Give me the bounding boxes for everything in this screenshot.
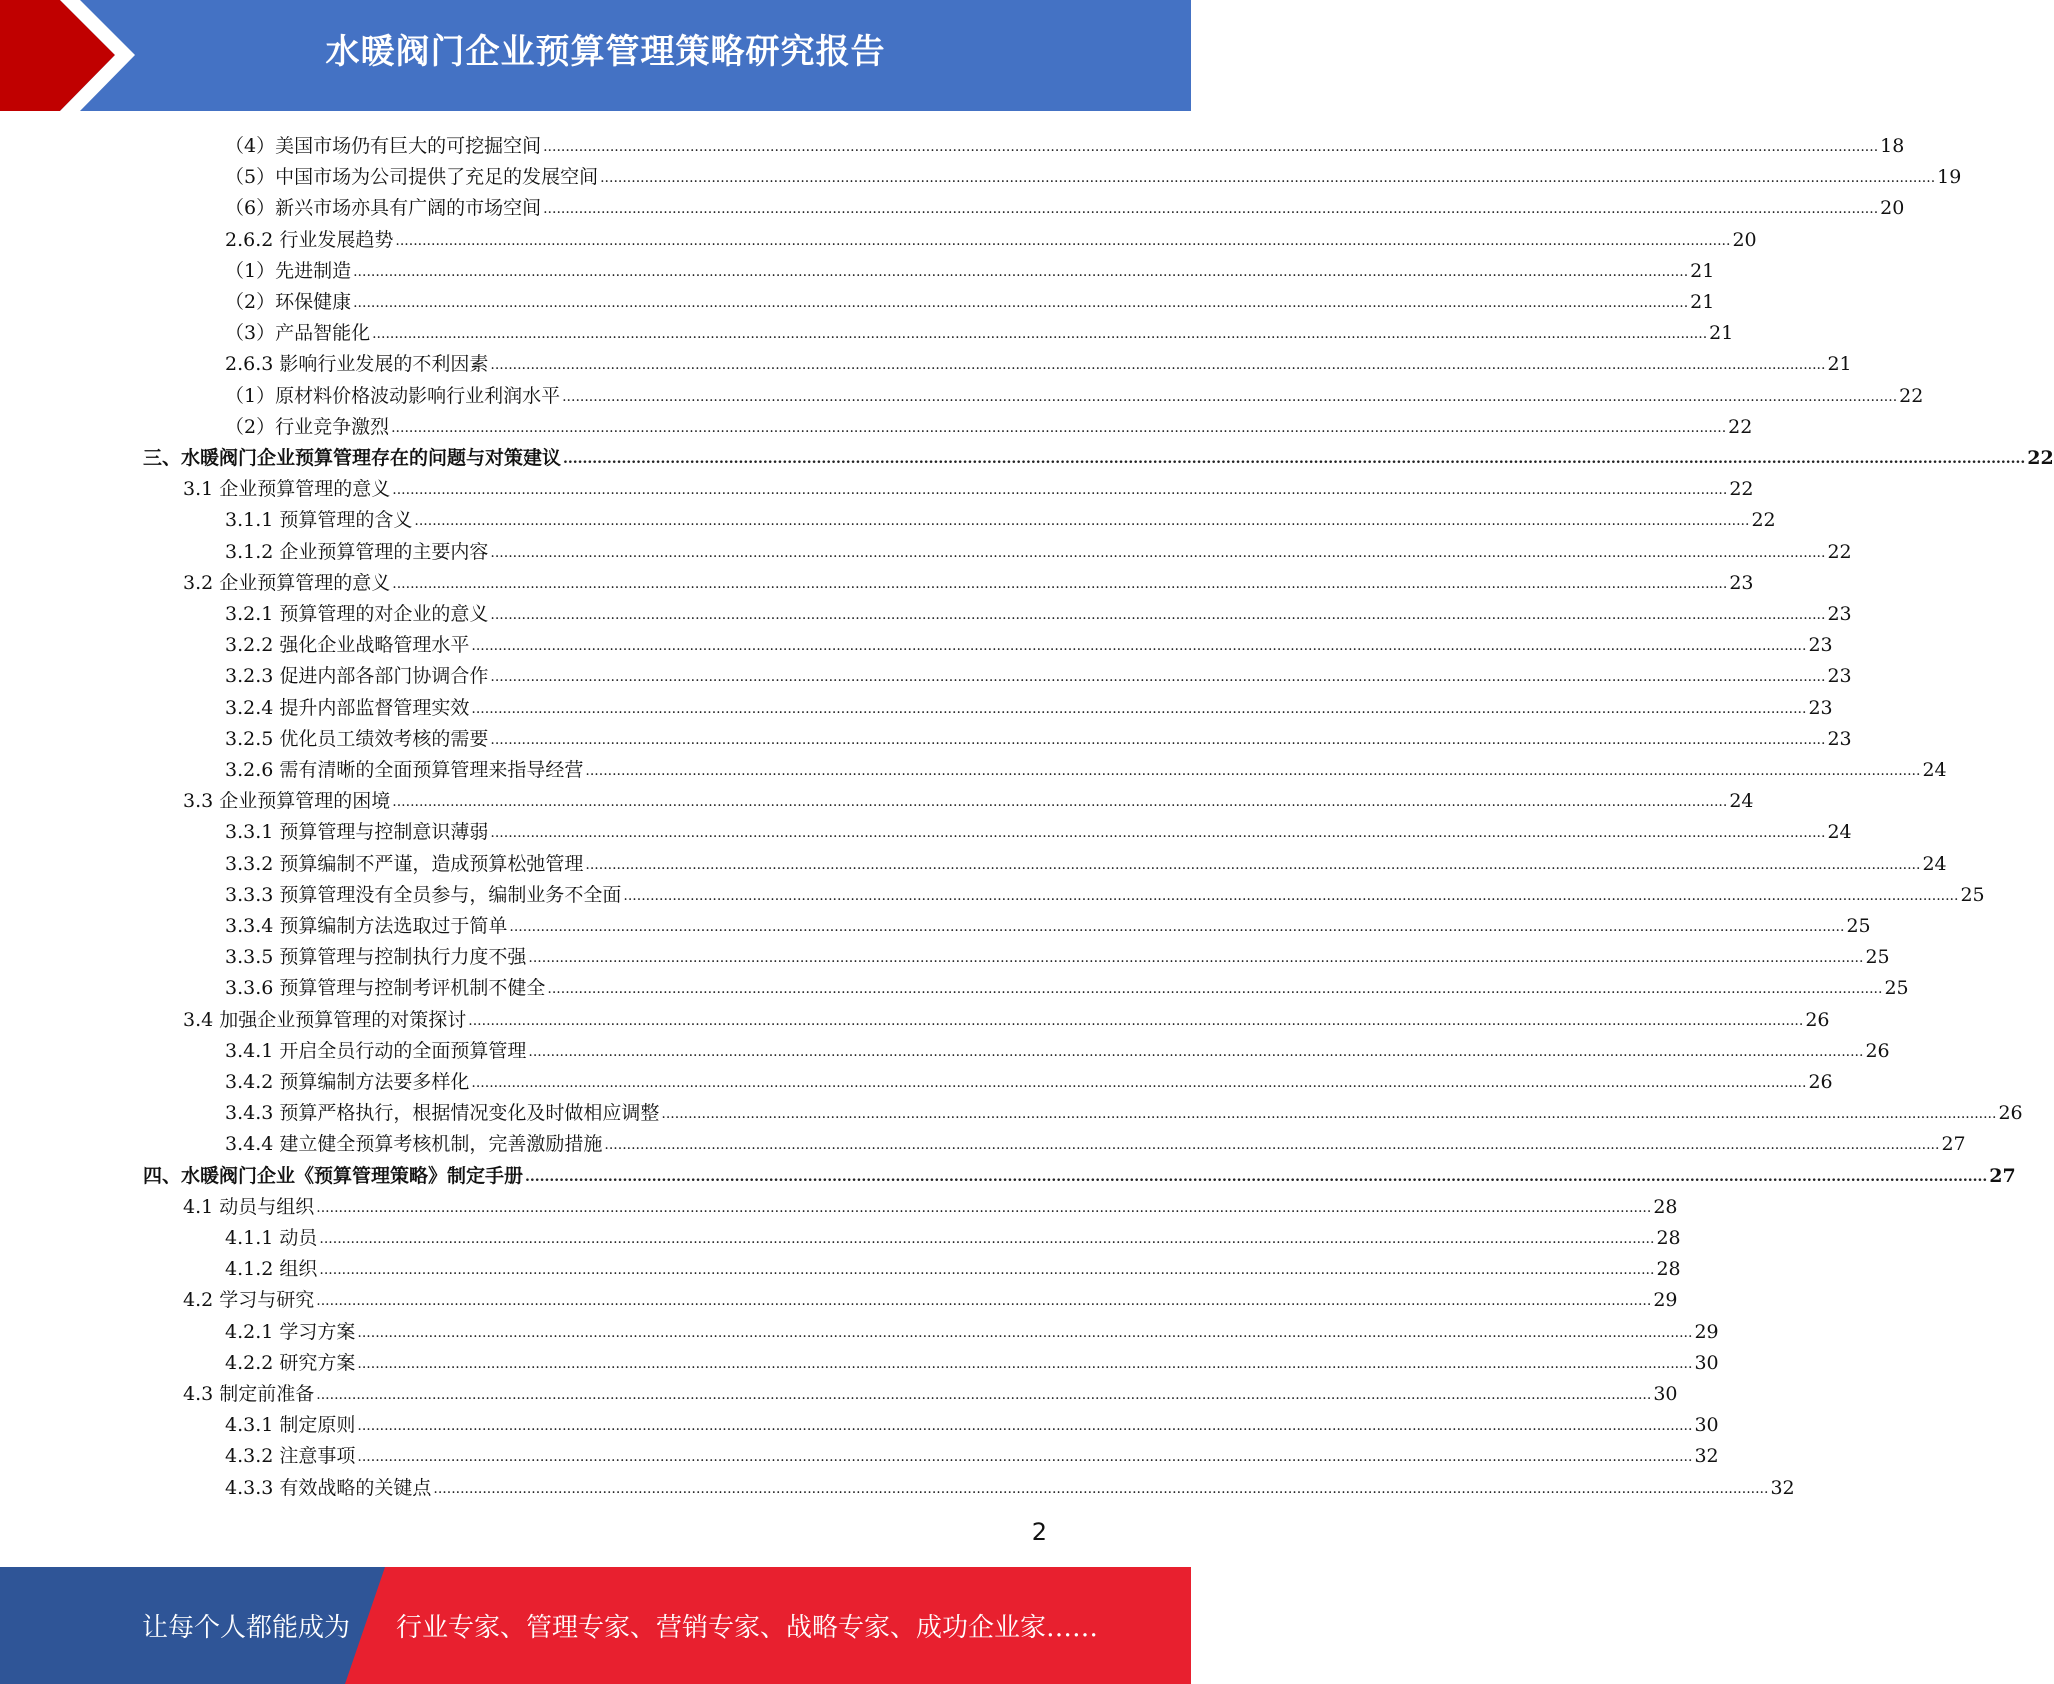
toc-dot-leader: ............................................................................................................................................................................................................................................................................................................ [525,1168,1988,1185]
toc-entry-label: 3.3.6 预算管理与控制考评机制不健全 [225,977,546,1000]
toc-entry[interactable] [225,907,1871,938]
toc-entry[interactable] [225,720,1852,751]
toc-entry[interactable] [225,813,1852,844]
toc-entry[interactable] [225,501,1776,532]
toc-entry-page: 30 [1653,1383,1678,1405]
toc-dot-leader: ............................................................................................................................................................................................................................................................................................................ [392,482,1728,499]
toc-entry-page: 22 [1729,478,1754,501]
toc-entry-label: 3.3.3 预算管理没有全员参与，编制业务不全面 [225,883,622,906]
toc-entry-page: 26 [1998,1102,2023,1125]
toc-entry-label: 3.2.5 优化员工绩效考核的需要 [225,727,489,750]
toc-entry-label: （5）中国市场为公司提供了充足的发展空间 [225,166,599,189]
toc-entry[interactable] [225,1032,1890,1063]
toc-dot-leader: ............................................................................................................................................................................................................................................................................................................ [623,887,1959,904]
toc-dot-leader: ............................................................................................................................................................................................................................................................................................................ [392,575,1728,592]
toc-dot-leader: ............................................................................................................................................................................................................................................................................................................ [391,419,1727,436]
toc-entry-label: 4.3.1 制定原则 [225,1414,356,1437]
toc-entry-label: 3.4.4 建立健全预算考核机制，完善激励措施 [225,1133,603,1156]
toc-entry-page: 23 [1827,603,1852,625]
toc-dot-leader: ............................................................................................................................................................................................................................................................................................................ [357,1418,1693,1435]
toc-entry-label: 3.3.4 预算编制方法选取过于简单 [225,915,508,937]
footer-slogan-right: 行业专家、管理专家、营销专家、战略专家、成功企业家…… [396,1613,1099,1643]
toc-entry[interactable] [225,1250,1681,1281]
toc-entry-label: 3.2 企业预算管理的意义 [183,571,391,594]
toc-dot-leader: ............................................................................................................................................................................................................................................................................................................ [414,513,1750,530]
toc-entry-page: 29 [1653,1289,1678,1312]
toc-entry[interactable] [225,969,1909,1000]
toc-entry-label: 3.2.6 需有清晰的全面预算管理来指导经营 [225,759,584,781]
toc-entry[interactable] [225,283,1715,314]
toc-entry-label: 3.1.2 企业预算管理的主要内容 [225,540,489,563]
toc-entry-page: 22 [1728,415,1753,438]
toc-entry-page: 21 [1827,353,1852,376]
toc-dot-leader: ............................................................................................................................................................................................................................................................................................................ [353,263,1689,280]
toc-entry[interactable] [183,782,1754,813]
toc-entry-page: 28 [1656,1227,1681,1249]
toc-dot-leader: ............................................................................................................................................................................................................................................................................................................ [509,919,1845,935]
toc-entry-page: 22 [2027,447,2054,469]
toc-dot-leader: ............................................................................................................................................................................................................................................................................................................ [600,170,1936,187]
footer-slogan-left: 让每个人都能成为 [142,1613,351,1643]
toc-entry[interactable] [225,1094,2023,1125]
toc-entry-page: 24 [1922,759,1947,781]
page-header [0,0,1191,111]
toc-entry[interactable] [225,189,1905,220]
toc-entry-page: 23 [1808,634,1833,657]
toc-entry[interactable] [225,657,1852,688]
toc-entry-label: 3.3.2 预算编制不严谨，造成预算松弛管理 [225,852,584,875]
toc-entry[interactable] [183,1281,1678,1312]
toc-dot-leader: ............................................................................................................................................................................................................................................................................................................ [471,638,1807,655]
toc-entry[interactable] [183,1375,1678,1406]
toc-entry-label: 3.2.2 强化企业战略管理水平 [225,634,470,657]
toc-entry-label: 2.6.3 影响行业发展的不利因素 [225,353,489,376]
page-footer [0,1567,1191,1684]
toc-entry-page: 28 [1656,1258,1681,1281]
toc-entry-page: 26 [1805,1008,1830,1031]
toc-entry-page: 24 [1922,852,1947,875]
toc-dot-leader: ............................................................................................................................................................................................................................................................................................................ [316,1387,1652,1403]
toc-entry-label: （2）环保健康 [225,291,352,313]
toc-entry-page: 18 [1880,135,1905,157]
toc-entry[interactable] [225,1469,1795,1500]
toc-entry[interactable] [225,408,1753,439]
toc-entry[interactable] [225,377,1924,408]
toc-entry-page: 26 [1808,1071,1833,1093]
toc-entry-page: 26 [1865,1039,1890,1062]
toc-dot-leader: ............................................................................................................................................................................................................................................................................................................ [357,1449,1693,1466]
toc-entry-page: 20 [1732,228,1757,251]
toc-entry[interactable] [225,1406,1719,1437]
toc-entry-page: 23 [1808,696,1833,719]
toc-entry-label: 3.4.2 预算编制方法要多样化 [225,1071,470,1093]
toc-entry-page: 25 [1865,946,1890,969]
toc-entry-label: 3.4.3 预算严格执行，根据情况变化及时做相应调整 [225,1102,660,1125]
toc-entry[interactable] [225,252,1715,283]
toc-entry-label: 4.3.2 注意事项 [225,1445,356,1468]
toc-dot-leader: ............................................................................................................................................................................................................................................................................................................ [528,950,1864,967]
toc-dot-leader: ............................................................................................................................................................................................................................................................................................................ [471,1075,1807,1091]
toc-entry-page: 28 [1653,1195,1678,1218]
toc-dot-leader: ............................................................................................................................................................................................................................................................................................................ [353,295,1689,311]
toc-entry-label: 3.3 企业预算管理的困境 [183,790,391,813]
toc-entry-page: 23 [1729,571,1754,594]
toc-entry[interactable] [225,1344,1719,1375]
toc-dot-leader: ............................................................................................................................................................................................................................................................................................................ [395,232,1731,249]
toc-entry-page: 22 [1751,509,1776,532]
toc-entry[interactable] [225,751,1947,782]
toc-entry-label: 3.1.1 预算管理的含义 [225,509,413,532]
toc-dot-leader: ............................................................................................................................................................................................................................................................................................................ [490,357,1826,374]
toc-dot-leader: ............................................................................................................................................................................................................................................................................................................ [543,139,1879,155]
toc-entry-page: 32 [1770,1476,1795,1499]
toc-entry[interactable] [225,689,1833,720]
toc-entry-label: 3.4.1 开启全员行动的全面预算管理 [225,1039,527,1062]
toc-entry-label: （1）先进制造 [225,259,352,282]
toc-entry-label: 4.1 动员与组织 [183,1195,315,1218]
toc-entry[interactable] [225,1125,1966,1156]
toc-entry[interactable] [225,314,1734,345]
toc-dot-leader: ............................................................................................................................................................................................................................................................................................................ [316,1293,1652,1310]
toc-entry-label: 3.2.4 提升内部监督管理实效 [225,696,470,719]
toc-dot-leader: ............................................................................................................................................................................................................................................................................................................ [490,544,1826,561]
toc-entry[interactable] [183,470,1754,501]
toc-entry[interactable] [225,221,1757,252]
toc-entry-label: 3.2.3 促进内部各部门协调合作 [225,665,489,688]
toc-entry-page: 20 [1880,197,1905,220]
toc-dot-leader: ............................................................................................................................................................................................................................................................................................................ [490,607,1826,623]
toc-entry-page: 21 [1709,322,1734,345]
toc-entry-page: 21 [1690,291,1715,313]
toc-dot-leader: ............................................................................................................................................................................................................................................................................................................ [319,1262,1655,1279]
toc-entry-page: 19 [1937,166,1962,189]
document-title: 水暖阀门企业预算管理策略研究报告 [325,32,886,72]
toc-dot-leader: ............................................................................................................................................................................................................................................................................................................ [543,201,1879,218]
toc-entry-page: 23 [1827,727,1852,750]
toc-entry[interactable] [225,1437,1719,1468]
toc-entry-label: 3.3.5 预算管理与控制执行力度不强 [225,946,527,969]
toc-dot-leader: ............................................................................................................................................................................................................................................................................................................ [319,1231,1655,1247]
toc-entry[interactable] [183,1001,1830,1032]
toc-entry-label: 4.2.2 研究方案 [225,1351,356,1374]
toc-dot-leader: ............................................................................................................................................................................................................................................................................................................ [563,451,2026,467]
toc-dot-leader: ............................................................................................................................................................................................................................................................................................................ [316,1199,1652,1216]
toc-dot-leader: ............................................................................................................................................................................................................................................................................................................ [357,1324,1693,1341]
toc-entry-label: 4.3 制定前准备 [183,1383,315,1405]
toc-dot-leader: ............................................................................................................................................................................................................................................................................................................ [585,856,1921,873]
toc-entry[interactable] [183,1188,1678,1219]
toc-dot-leader: ............................................................................................................................................................................................................................................................................................................ [468,1012,1804,1029]
toc-entry[interactable] [225,1219,1681,1250]
toc-entry-page: 25 [1884,977,1909,1000]
toc-dot-leader: ............................................................................................................................................................................................................................................................................................................ [547,981,1883,998]
page-number: 2 [1031,1518,1047,1546]
toc-dot-leader: ............................................................................................................................................................................................................................................................................................................ [357,1355,1693,1372]
toc-dot-leader: ............................................................................................................................................................................................................................................................................................................ [392,794,1728,811]
toc-entry-page: 27 [1989,1164,2016,1187]
toc-entry-page: 25 [1846,915,1871,937]
toc-dot-leader: ............................................................................................................................................................................................................................................................................................................ [471,700,1807,717]
toc-entry-page: 24 [1827,821,1852,844]
toc-entry-page: 32 [1694,1445,1719,1468]
toc-dot-leader: ............................................................................................................................................................................................................................................................................................................ [604,1137,1940,1154]
toc-entry[interactable] [183,564,1754,595]
toc-entry[interactable] [225,626,1833,657]
toc-entry[interactable] [225,595,1852,626]
toc-entry[interactable] [225,1063,1833,1094]
toc-entry[interactable] [143,1157,2016,1188]
toc-entry-label: 4.2 学习与研究 [183,1289,315,1312]
toc-entry[interactable] [143,439,2054,470]
toc-entry-label: 3.3.1 预算管理与控制意识薄弱 [225,821,489,844]
toc-entry[interactable] [225,158,1962,189]
toc-entry-label: 4.1.2 组织 [225,1258,318,1281]
toc-entry-label: 四、水暖阀门企业《预算管理策略》制定手册 [143,1164,524,1187]
toc-entry[interactable] [225,938,1890,969]
toc-entry[interactable] [225,876,1985,907]
toc-entry-page: 22 [1899,384,1924,407]
toc-dot-leader: ............................................................................................................................................................................................................................................................................................................ [372,326,1708,343]
toc-entry-label: （6）新兴市场亦具有广阔的市场空间 [225,197,542,220]
toc-entry-label: 2.6.2 行业发展趋势 [225,228,394,251]
toc-entry-label: 3.4 加强企业预算管理的对策探讨 [183,1008,467,1031]
toc-entry-page: 27 [1941,1133,1966,1156]
toc-entry[interactable] [225,1313,1719,1344]
toc-dot-leader: ............................................................................................................................................................................................................................................................................................................ [490,669,1826,686]
toc-entry[interactable] [225,533,1852,564]
toc-entry-page: 30 [1694,1414,1719,1437]
toc-entry-label: 4.3.3 有效战略的关键点 [225,1476,432,1499]
toc-entry-label: （3）产品智能化 [225,322,371,345]
toc-dot-leader: ............................................................................................................................................................................................................................................................................................................ [490,825,1826,842]
toc-entry-page: 22 [1827,540,1852,563]
toc-entry[interactable] [225,845,1947,876]
toc-entry-label: （1）原材料价格波动影响行业利润水平 [225,384,561,407]
toc-entry-label: 3.1 企业预算管理的意义 [183,478,391,501]
toc-entry-page: 25 [1960,883,1985,906]
toc-entry-page: 30 [1694,1351,1719,1374]
toc-entry-label: （4）美国市场仍有巨大的可挖掘空间 [225,135,542,157]
toc-entry-label: 4.1.1 动员 [225,1227,318,1249]
toc-dot-leader: ............................................................................................................................................................................................................................................................................................................ [585,763,1921,779]
toc-entry-page: 24 [1729,790,1754,813]
toc-entry-label: 3.2.1 预算管理的对企业的意义 [225,603,489,625]
toc-entry-label: 三、水暖阀门企业预算管理存在的问题与对策建议 [143,447,562,469]
toc-entry-page: 23 [1827,665,1852,688]
toc-entry[interactable] [225,127,1905,158]
toc-dot-leader: ............................................................................................................................................................................................................................................................................................................ [562,388,1898,405]
toc-entry[interactable] [225,345,1852,376]
toc-dot-leader: ............................................................................................................................................................................................................................................................................................................ [661,1106,1997,1123]
toc-dot-leader: ............................................................................................................................................................................................................................................................................................................ [490,731,1826,748]
toc-entry-label: 4.2.1 学习方案 [225,1320,356,1343]
toc-dot-leader: ............................................................................................................................................................................................................................................................................................................ [528,1043,1864,1060]
toc-entry-page: 21 [1690,259,1715,282]
toc-entry-page: 29 [1694,1320,1719,1343]
toc-dot-leader: ............................................................................................................................................................................................................................................................................................................ [433,1480,1769,1497]
toc-entry-label: （2）行业竞争激烈 [225,415,390,438]
